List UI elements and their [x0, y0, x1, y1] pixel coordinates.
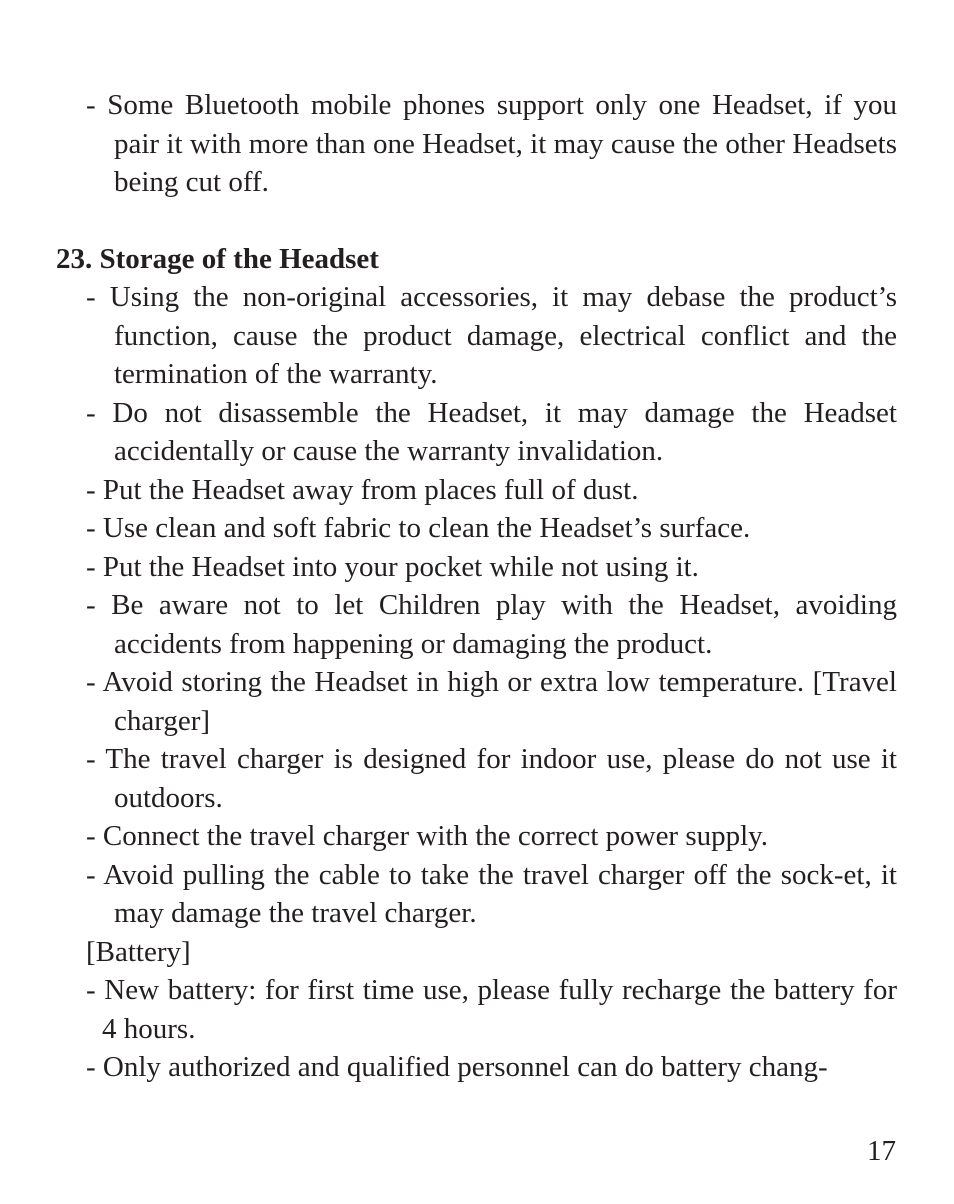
battery-subheading: [Battery] [86, 935, 191, 968]
charger-bullet-indoor: - The travel charger is designed for indoor use, please do not use it outdoors. [86, 743, 897, 814]
battery-bullet-new: - New battery: for first time use, please fully recharge the battery for 4 hours. [86, 974, 897, 1045]
storage-bullet-clean: - Use clean and soft fabric to clean the Headset’s surface. [86, 512, 751, 544]
page-content [56, 86, 897, 1087]
storage-bullet-accessories: - Using the non-original accessories, it may debase the product’s function, cause the product damage, electrical conflict and the termination of the warranty. [86, 281, 897, 390]
page-number: 17 [867, 1135, 896, 1167]
storage-bullet-dust: - Put the Headset away from places full of dust. [86, 473, 639, 506]
battery-bullet-personnel: - Only authorized and qualified personnel can do battery chang- [86, 1051, 828, 1083]
charger-bullet-power-supply: - Connect the travel charger with the correct power supply. [86, 820, 769, 852]
storage-bullet-pocket: - Put the Headset into your pocket while not using it. [86, 550, 699, 583]
storage-bullet-disassemble: - Do not disassemble the Headset, it may damage the Headset accidentally or cause the warranty invalidation. [86, 396, 897, 467]
intro-bullet: - Some Bluetooth mobile phones support only one Headset, if you pair it with more than one Headset, it may cause the other Headsets being cut off. [86, 89, 897, 198]
section-spacer [56, 202, 897, 240]
charger-bullet-cable: - Avoid pulling the cable to take the travel charger off the sock-et, it may damage the travel charger. [86, 858, 897, 929]
storage-bullet-children: - Be aware not to let Children play with the Headset, avoiding accidents from happening or damaging the product. [86, 589, 897, 660]
section-heading: 23. Storage of the Headset [56, 242, 379, 275]
storage-bullet-temperature: - Avoid storing the Headset in high or extra low temperature. [Travel charger] [86, 666, 897, 737]
